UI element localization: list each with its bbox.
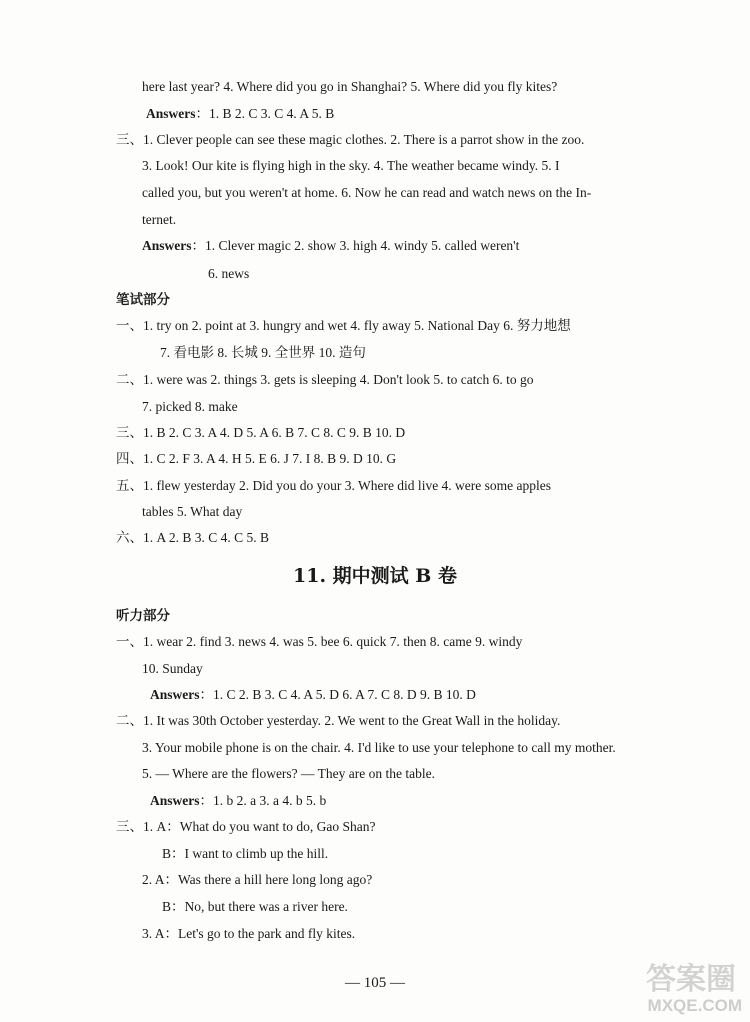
watermark-logo [610,954,742,1016]
answers-line: Answers：1. Clever magic 2. show 3. high 4. windy 5. called weren't [142,238,520,253]
text-line: B：I want to climb up the hill. [162,846,329,861]
section-heading: 听力部分 [116,608,170,624]
watermark-en: MXQE.COM [647,996,742,1015]
text-line: 7. 看电影 8. 长城 9. 全世界 10. 造句 [160,345,366,360]
section-heading: 笔试部分 [116,292,170,308]
text-line: 一、1. try on 2. point at 3. hungry and wet 4. fly away 5. National Day 6. 努力地想 [116,318,571,333]
text-line: ternet. [142,212,177,227]
text-line: 2. A：Was there a hill here long long ago? [142,872,373,887]
text-line: 7. picked 8. make [142,399,238,414]
text-line: 五、1. flew yesterday 2. Did you do your 3. Where did live 4. were some apples [116,478,552,493]
text-line: here last year? 4. Where did you go in Shanghai? 5. Where did you fly kites? [142,79,558,94]
text-line: 二、1. It was 30th October yesterday. 2. We went to the Great Wall in the holiday. [116,713,561,728]
text-line: 三、1. A：What do you want to do, Gao Shan? [116,819,376,834]
text-line: 二、1. were was 2. things 3. gets is sleeping 4. Don't look 5. to catch 6. to go [116,372,534,387]
text-line: 3. Look! Our kite is flying high in the sky. 4. The weather became windy. 5. I [142,158,560,173]
watermark-cn: 答案圈 [646,962,736,997]
text-line: called you, but you weren't at home. 6. Now he can read and watch news on the In- [142,185,592,200]
text-line: B：No, but there was a river here. [162,899,348,914]
text-line: 四、1. C 2. F 3. A 4. H 5. E 6. J 7. I 8. B 9. D 10. G [116,451,397,466]
text-line: 一、1. wear 2. find 3. news 4. was 5. bee 6. quick 7. then 8. came 9. windy [116,634,523,649]
text-line: 10. Sunday [142,661,203,676]
text-line: 三、1. Clever people can see these magic clothes. 2. There is a parrot show in the zoo. [116,132,585,147]
page-number: — 105 — [345,975,405,991]
text-line: 6. news [208,266,250,281]
text-line: 3. Your mobile phone is on the chair. 4. I'd like to use your telephone to call my mother. [142,740,616,755]
text-line: 三、1. B 2. C 3. A 4. D 5. A 6. B 7. C 8. C 9. B 10. D [116,425,406,440]
answers-line: Answers：1. b 2. a 3. a 4. b 5. b [150,793,327,808]
text-line: 六、1. A 2. B 3. C 4. C 5. B [116,530,270,545]
answers-line: Answers：1. C 2. B 3. C 4. A 5. D 6. A 7. C 8. D 9. B 10. D [150,687,476,702]
text-line: 5. — Where are the flowers? — They are on the table. [142,766,436,781]
answers-line: Answers：1. B 2. C 3. C 4. A 5. B [146,106,335,121]
section-title: 11. 期中测试 B 卷 [293,565,457,587]
text-line: 3. A：Let's go to the park and fly kites. [142,926,356,941]
text-line: tables 5. What day [142,504,243,519]
